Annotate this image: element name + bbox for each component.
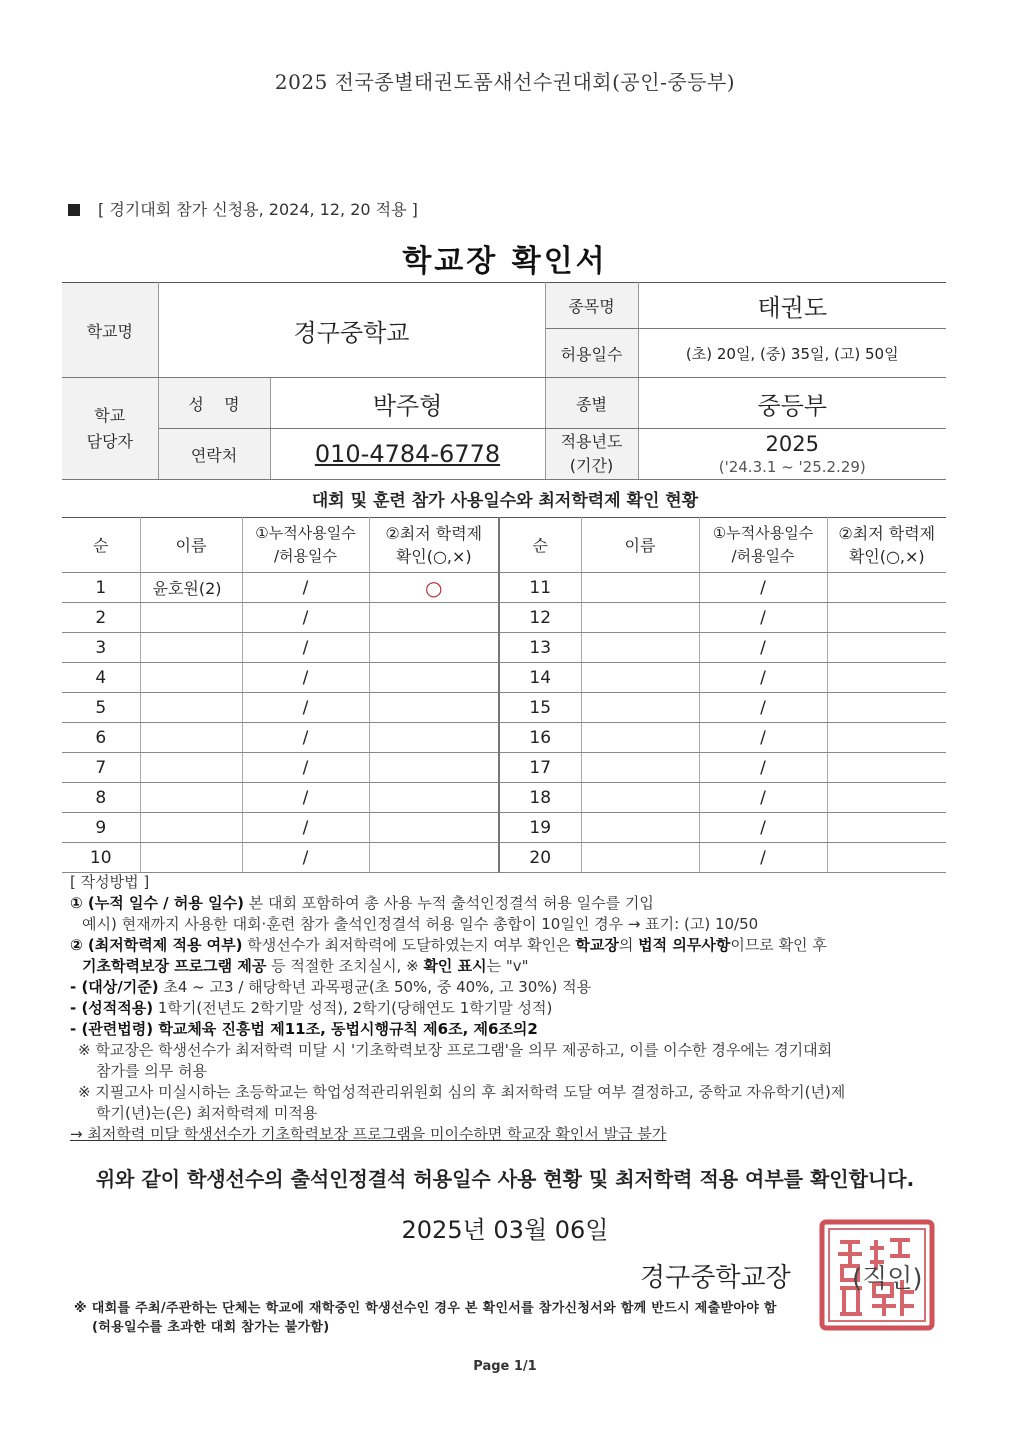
sub-tag — [68, 197, 418, 220]
note-1 — [70, 893, 950, 914]
note-2b-bold: 기초학력보장 프로그램 제공 — [82, 957, 267, 975]
note-2a-bold: ② (최저학력제 적용 여부) — [70, 936, 243, 954]
note-8: → 최저학력 미달 학생선수가 기초학력보장 프로그램을 미이수하면 학교장 확인서 발급 불가 — [70, 1125, 667, 1143]
year-label: 적용년도 (기간) — [545, 429, 638, 480]
division-value: 중등부 — [638, 378, 946, 429]
row-days: / — [242, 783, 369, 813]
row-days: / — [699, 663, 827, 693]
note-1-text: 본 대회 포함하여 총 사용 누적 출석인정결석 허용 일수를 기입 — [243, 894, 654, 912]
row-name — [140, 633, 242, 663]
row-check — [827, 783, 946, 813]
info-table — [62, 282, 946, 480]
row-name — [581, 843, 699, 873]
row-days: / — [699, 783, 827, 813]
document-title: 학교장 확인서 — [402, 244, 608, 279]
name-label: 성 명 — [158, 378, 270, 429]
row-name — [581, 723, 699, 753]
row-check — [827, 723, 946, 753]
footnote — [74, 1299, 777, 1337]
row-days: / — [699, 723, 827, 753]
row-check — [369, 603, 499, 633]
row-number: 19 — [499, 813, 581, 843]
row-check — [369, 843, 499, 873]
row-check — [827, 753, 946, 783]
event-value: 태권도 — [638, 283, 946, 329]
row-check — [827, 843, 946, 873]
allowed-label: 허용일수 — [545, 329, 638, 378]
row-days: / — [242, 693, 369, 723]
header-title: 2025 전국종별태권도품새선수권대회(공인-중등부) — [274, 70, 736, 94]
note-2a-bold2: 학교장 — [575, 936, 619, 954]
row-name — [581, 573, 699, 603]
head-days-left: ①누적사용일수 /허용일수 — [242, 518, 369, 573]
row-check — [827, 663, 946, 693]
row-number: 11 — [499, 573, 581, 603]
note-7b: 학기(년)는(은) 최저학력제 미적용 — [96, 1104, 318, 1122]
row-number: 18 — [499, 783, 581, 813]
row-check — [369, 633, 499, 663]
row-name — [581, 753, 699, 783]
head-name-right: 이름 — [581, 518, 699, 573]
head-days-right: ①누적사용일수 /허용일수 — [699, 518, 827, 573]
row-days: / — [242, 663, 369, 693]
row-days: / — [699, 753, 827, 783]
row-name — [581, 663, 699, 693]
row-days: / — [242, 753, 369, 783]
row-check — [827, 693, 946, 723]
row-name — [581, 813, 699, 843]
year-value: 2025 — [765, 432, 819, 456]
head-check-right: ②최저 학력제 확인(○,×) — [827, 518, 946, 573]
note-2b — [70, 956, 950, 977]
row-check — [369, 813, 499, 843]
row-number: 10 — [62, 843, 140, 873]
row-number: 17 — [499, 753, 581, 783]
sub-tag-text: [ 경기대회 참가 신청용, 2024, 12, 20 적용 ] — [98, 200, 418, 219]
row-number: 15 — [499, 693, 581, 723]
note-3-text: 초4 ~ 고3 / 해당학년 과목평균(초 50%, 중 40%, 고 30%) 적용 — [158, 978, 592, 996]
row-days: / — [699, 693, 827, 723]
row-name — [140, 603, 242, 633]
row-days: / — [699, 843, 827, 873]
row-number: 6 — [62, 723, 140, 753]
row-number: 9 — [62, 813, 140, 843]
row-check — [369, 693, 499, 723]
note-1-bold: ① (누적 일수 / 허용 일수) — [70, 894, 244, 912]
note-7a: ※ 지필고사 미실시하는 초등학교는 학업성적관리위원회 심의 후 최저학력 도달 여부 결정하고, 중학교 자유학기(년)제 — [78, 1083, 846, 1101]
row-check — [827, 813, 946, 843]
school-value: 경구중학교 — [158, 283, 545, 378]
note-4-text: 1학기(전년도 2학기말 성적), 2학기(당해연도 1학기말 성적) — [153, 999, 553, 1017]
row-days: / — [242, 813, 369, 843]
phone-label: 연락처 — [158, 429, 270, 480]
row-name: 윤호원(2) — [140, 573, 242, 603]
note-1-example: 예시) 현재까지 사용한 대회·훈련 참가 출석인정결석 허용 일수 총합이 10일인 경우 → 표기: (고) 10/50 — [82, 915, 759, 933]
allowed-value: (초) 20일, (중) 35일, (고) 50일 — [638, 329, 946, 378]
row-check — [369, 663, 499, 693]
row-check: ○ — [369, 573, 499, 603]
issue-date: 2025년 03월 06일 — [401, 1216, 609, 1244]
row-check — [369, 783, 499, 813]
row-name — [581, 633, 699, 663]
table-row — [62, 663, 946, 693]
table-row — [62, 813, 946, 843]
note-4-bold: - (성적적용) — [70, 999, 154, 1017]
note-2a-text: 학생선수가 최저학력에 도달하였는지 여부 확인은 — [242, 936, 576, 954]
note-5 — [70, 1019, 950, 1040]
row-check — [369, 753, 499, 783]
event-label: 종목명 — [545, 283, 638, 329]
note-2b-text: 등 적절한 조치실시, ※ — [266, 957, 424, 975]
row-number: 12 — [499, 603, 581, 633]
row-number: 3 — [62, 633, 140, 663]
row-days: / — [242, 603, 369, 633]
table-row — [62, 633, 946, 663]
table-row — [62, 783, 946, 813]
row-name — [581, 783, 699, 813]
row-number: 4 — [62, 663, 140, 693]
note-2b-text2: 는 "v" — [486, 957, 529, 975]
row-name — [140, 753, 242, 783]
page-number: Page 1/1 — [473, 1359, 537, 1374]
row-days: / — [242, 843, 369, 873]
row-name — [140, 813, 242, 843]
row-name — [140, 693, 242, 723]
note-3 — [70, 977, 950, 998]
year-cell — [638, 429, 946, 480]
row-number: 7 — [62, 753, 140, 783]
row-check — [827, 633, 946, 663]
section-title: 대회 및 훈련 참가 사용일수와 최저학력제 확인 현황 — [311, 491, 699, 511]
division-label: 종별 — [545, 378, 638, 429]
square-bullet-icon — [68, 204, 80, 216]
row-number: 13 — [499, 633, 581, 663]
row-check — [369, 723, 499, 753]
row-number: 5 — [62, 693, 140, 723]
head-no-right: 순 — [499, 518, 581, 573]
note-4 — [70, 998, 950, 1019]
note-2a — [70, 935, 950, 956]
row-days: / — [699, 603, 827, 633]
note-5-bold: - (관련법령) 학교체육 진흥법 제11조, 동법시행규칙 제6조, 제6조의2 — [70, 1020, 538, 1038]
instructions — [70, 872, 950, 1145]
contact-label: 학교 담당자 — [62, 378, 158, 480]
table-row — [62, 573, 946, 603]
footnote-line-1: ※ 대회를 주최/주관하는 단체는 학교에 재학중인 학생선수인 경우 본 확인서를 참가신청서와 함께 반드시 제출받아야 함 — [74, 1301, 777, 1316]
row-name — [140, 783, 242, 813]
row-days: / — [242, 723, 369, 753]
note-6b: 참가를 의무 허용 — [96, 1062, 207, 1080]
confirmation-statement: 위와 같이 학생선수의 출석인정결석 허용일수 사용 현황 및 최저학력 적용 여부를 확인합니다. — [95, 1167, 915, 1191]
row-number: 1 — [62, 573, 140, 603]
note-2a-bold3: 법적 의무사항 — [638, 936, 731, 954]
head-check-left: ②최저 학력제 확인(○,×) — [369, 518, 499, 573]
seal-label: (직인) — [852, 1264, 923, 1294]
usage-table — [62, 517, 946, 873]
note-2a-text2: 의 — [618, 936, 639, 954]
row-days: / — [699, 813, 827, 843]
row-name — [140, 663, 242, 693]
row-days: / — [699, 633, 827, 663]
row-number: 2 — [62, 603, 140, 633]
row-name — [581, 603, 699, 633]
head-name-left: 이름 — [140, 518, 242, 573]
name-value: 박주형 — [270, 378, 545, 429]
row-number: 14 — [499, 663, 581, 693]
principal-name: 경구중학교장 — [640, 1263, 791, 1293]
year-period: ('24.3.1 ~ '25.2.29) — [718, 458, 866, 476]
table-row — [62, 723, 946, 753]
notes-heading: [ 작성방법 ] — [70, 873, 150, 891]
row-number: 8 — [62, 783, 140, 813]
row-days: / — [242, 633, 369, 663]
note-2b-bold2: 확인 표시 — [423, 957, 487, 975]
table-row — [62, 693, 946, 723]
phone-value: 010-4784-6778 — [270, 429, 545, 480]
table-row — [62, 603, 946, 633]
table-row — [62, 843, 946, 873]
row-days: / — [242, 573, 369, 603]
note-6a: ※ 학교장은 학생선수가 최저학력 미달 시 '기초학력보장 프로그램'을 의무 제공하고, 이를 이수한 경우에는 경기대회 — [78, 1041, 833, 1059]
row-name — [581, 693, 699, 723]
table-row — [62, 753, 946, 783]
row-number: 16 — [499, 723, 581, 753]
school-label: 학교명 — [62, 283, 158, 378]
row-name — [140, 843, 242, 873]
note-2a-text3: 이므로 확인 후 — [730, 936, 827, 954]
row-check — [827, 573, 946, 603]
row-check — [827, 603, 946, 633]
head-no-left: 순 — [62, 518, 140, 573]
row-number: 20 — [499, 843, 581, 873]
note-3-bold: - (대상/기준) — [70, 978, 159, 996]
row-days: / — [699, 573, 827, 603]
row-name — [140, 723, 242, 753]
footnote-line-2: (허용일수를 초과한 대회 참가는 불가함) — [92, 1320, 330, 1335]
